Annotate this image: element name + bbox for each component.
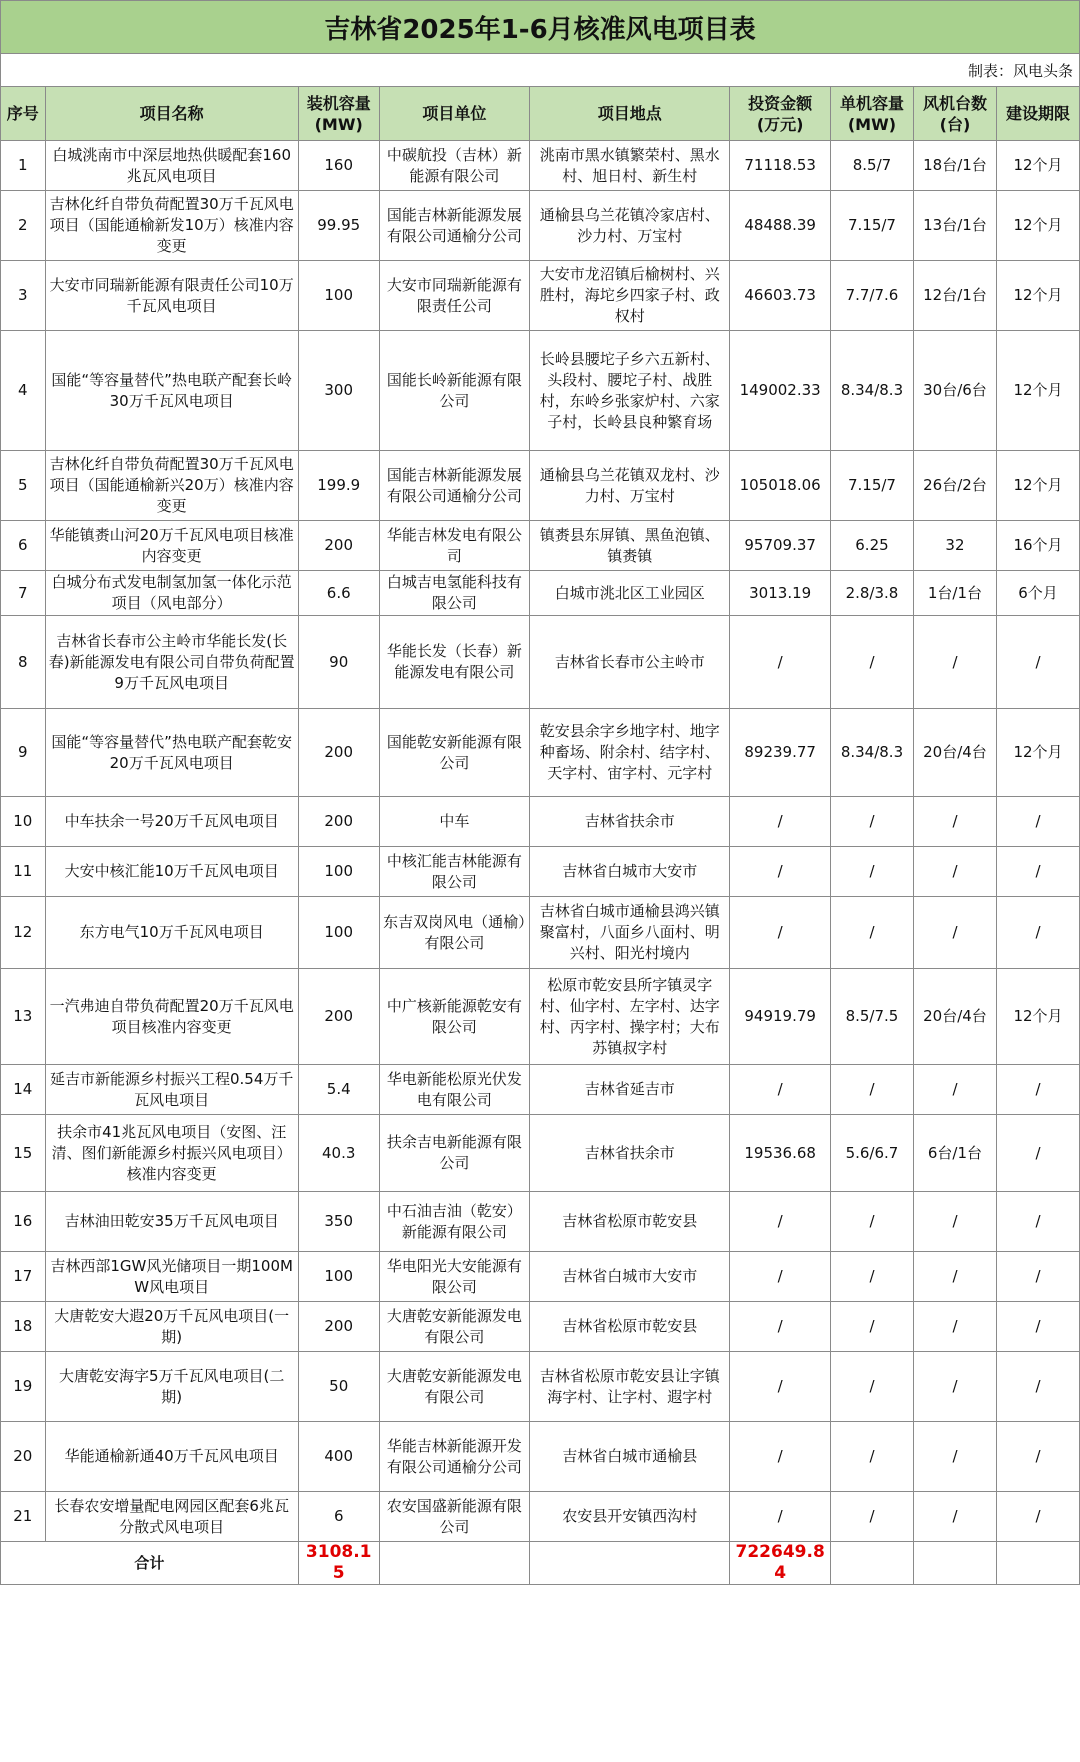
period-cell: 12个月 <box>996 331 1079 451</box>
turbine-count-cell: / <box>913 1302 996 1352</box>
project-unit-cell: 中车 <box>379 797 529 847</box>
period-cell: / <box>996 797 1079 847</box>
project-name-cell: 白城洮南市中深层地热供暖配套160兆瓦风电项目 <box>45 141 298 191</box>
project-name-cell: 东方电气10万千瓦风电项目 <box>45 897 298 969</box>
row-number-cell: 20 <box>1 1422 46 1492</box>
period-cell: 12个月 <box>996 191 1079 261</box>
project-unit-cell: 白城吉电氢能科技有限公司 <box>379 571 529 616</box>
period-cell: 6个月 <box>996 571 1079 616</box>
location-cell: 吉林省扶余市 <box>530 797 730 847</box>
row-number-cell: 5 <box>1 451 46 521</box>
row-number-cell: 4 <box>1 331 46 451</box>
location-cell: 通榆县乌兰花镇冷家店村、沙力村、万宝村 <box>530 191 730 261</box>
row-number-cell: 15 <box>1 1115 46 1192</box>
single-capacity-cell: 7.15/7 <box>830 191 913 261</box>
project-unit-cell: 东吉双岗风电（通榆）有限公司 <box>379 897 529 969</box>
header-unit: 项目单位 <box>379 87 529 141</box>
row-number-cell: 8 <box>1 616 46 709</box>
single-capacity-cell: / <box>830 1252 913 1302</box>
table-row <box>1 571 1080 616</box>
capacity-cell: 90 <box>298 616 379 709</box>
investment-cell: / <box>730 1492 831 1542</box>
investment-cell: 149002.33 <box>730 331 831 451</box>
investment-cell: 89239.77 <box>730 709 831 797</box>
period-cell: / <box>996 616 1079 709</box>
table-row <box>1 521 1080 571</box>
project-name-cell: 吉林化纤自带负荷配置30万千瓦风电项目（国能通榆新兴20万）核准内容变更 <box>45 451 298 521</box>
table-row <box>1 141 1080 191</box>
project-name-cell: 华能镇赉山河20万千瓦风电项目核准内容变更 <box>45 521 298 571</box>
total-capacity: 3108.15 <box>298 1542 379 1585</box>
investment-cell: / <box>730 1422 831 1492</box>
table-row <box>1 1422 1080 1492</box>
period-cell: / <box>996 1065 1079 1115</box>
header-single-capacity: 单机容量 (MW) <box>830 87 913 141</box>
row-number-cell: 1 <box>1 141 46 191</box>
investment-cell: 95709.37 <box>730 521 831 571</box>
capacity-cell: 199.9 <box>298 451 379 521</box>
table-row <box>1 969 1080 1065</box>
project-unit-cell: 华电阳光大安能源有限公司 <box>379 1252 529 1302</box>
project-name-cell: 扶余市41兆瓦风电项目（安图、汪清、图们新能源乡村振兴风电项目）核准内容变更 <box>45 1115 298 1192</box>
project-name-cell: 吉林化纤自带负荷配置30万千瓦风电项目（国能通榆新发10万）核准内容变更 <box>45 191 298 261</box>
capacity-cell: 100 <box>298 261 379 331</box>
table-row <box>1 1115 1080 1192</box>
location-cell: 吉林省白城市大安市 <box>530 1252 730 1302</box>
investment-cell: / <box>730 1252 831 1302</box>
period-cell: / <box>996 847 1079 897</box>
turbine-count-cell: 6台/1台 <box>913 1115 996 1192</box>
table-row <box>1 451 1080 521</box>
single-capacity-cell: / <box>830 1422 913 1492</box>
row-number-cell: 6 <box>1 521 46 571</box>
project-name-cell: 吉林省长春市公主岭市华能长发(长春)新能源发电有限公司自带负荷配置9万千瓦风电项目 <box>45 616 298 709</box>
single-capacity-cell: / <box>830 1065 913 1115</box>
turbine-count-cell: / <box>913 1252 996 1302</box>
header-investment: 投资金额 (万元) <box>730 87 831 141</box>
project-unit-cell: 中核汇能吉林能源有限公司 <box>379 847 529 897</box>
turbine-count-cell: 30台/6台 <box>913 331 996 451</box>
capacity-cell: 6.6 <box>298 571 379 616</box>
investment-cell: 105018.06 <box>730 451 831 521</box>
location-cell: 松原市乾安县所字镇灵字村、仙字村、左字村、达字村、丙字村、操字村；大布苏镇叔字村 <box>530 969 730 1065</box>
row-number-cell: 10 <box>1 797 46 847</box>
turbine-count-cell: 12台/1台 <box>913 261 996 331</box>
period-cell: 12个月 <box>996 261 1079 331</box>
row-number-cell: 17 <box>1 1252 46 1302</box>
single-capacity-cell: 5.6/6.7 <box>830 1115 913 1192</box>
single-capacity-cell: 8.5/7.5 <box>830 969 913 1065</box>
single-capacity-cell: 8.34/8.3 <box>830 331 913 451</box>
credit-text: 制表：风电头条 <box>967 61 1073 80</box>
location-cell: 吉林省白城市通榆县 <box>530 1422 730 1492</box>
row-number-cell: 21 <box>1 1492 46 1542</box>
row-number-cell: 7 <box>1 571 46 616</box>
period-cell: / <box>996 1192 1079 1252</box>
total-empty-cell <box>996 1542 1079 1585</box>
turbine-count-cell: / <box>913 1422 996 1492</box>
single-capacity-cell: 2.8/3.8 <box>830 571 913 616</box>
row-number-cell: 11 <box>1 847 46 897</box>
capacity-cell: 200 <box>298 797 379 847</box>
project-unit-cell: 农安国盛新能源有限公司 <box>379 1492 529 1542</box>
period-cell: 12个月 <box>996 969 1079 1065</box>
investment-cell: / <box>730 1302 831 1352</box>
row-number-cell: 9 <box>1 709 46 797</box>
capacity-cell: 400 <box>298 1422 379 1492</box>
single-capacity-cell: / <box>830 616 913 709</box>
single-capacity-cell: 6.25 <box>830 521 913 571</box>
single-capacity-cell: / <box>830 797 913 847</box>
period-cell: / <box>996 1422 1079 1492</box>
capacity-cell: 5.4 <box>298 1065 379 1115</box>
turbine-count-cell: 26台/2台 <box>913 451 996 521</box>
period-cell: / <box>996 1115 1079 1192</box>
header-name: 项目名称 <box>45 87 298 141</box>
table-row <box>1 847 1080 897</box>
projects-table <box>0 86 1080 1585</box>
investment-cell: / <box>730 1065 831 1115</box>
turbine-count-cell: 13台/1台 <box>913 191 996 261</box>
location-cell: 吉林省松原市乾安县 <box>530 1192 730 1252</box>
period-cell: 12个月 <box>996 451 1079 521</box>
turbine-count-cell: / <box>913 616 996 709</box>
project-unit-cell: 国能吉林新能源发展有限公司通榆分公司 <box>379 191 529 261</box>
investment-cell: / <box>730 1192 831 1252</box>
header-row <box>1 87 1080 141</box>
row-number-cell: 19 <box>1 1352 46 1422</box>
row-number-cell: 12 <box>1 897 46 969</box>
period-cell: / <box>996 1252 1079 1302</box>
single-capacity-cell: / <box>830 1192 913 1252</box>
location-cell: 吉林省白城市大安市 <box>530 847 730 897</box>
investment-cell: / <box>730 616 831 709</box>
project-unit-cell: 国能长岭新能源有限公司 <box>379 331 529 451</box>
total-row <box>1 1542 1080 1585</box>
turbine-count-cell: / <box>913 847 996 897</box>
turbine-count-cell: / <box>913 897 996 969</box>
project-unit-cell: 华能吉林发电有限公司 <box>379 521 529 571</box>
capacity-cell: 100 <box>298 1252 379 1302</box>
header-location: 项目地点 <box>530 87 730 141</box>
turbine-count-cell: 1台/1台 <box>913 571 996 616</box>
header-period: 建设期限 <box>996 87 1079 141</box>
total-investment: 722649.84 <box>730 1542 831 1585</box>
project-unit-cell: 华能长发（长春）新能源发电有限公司 <box>379 616 529 709</box>
investment-cell: / <box>730 897 831 969</box>
period-cell: / <box>996 1492 1079 1542</box>
investment-cell: 46603.73 <box>730 261 831 331</box>
project-unit-cell: 大安市同瑞新能源有限责任公司 <box>379 261 529 331</box>
table-title: 吉林省2025年1-6月核准风电项目表 <box>0 0 1080 54</box>
investment-cell: 3013.19 <box>730 571 831 616</box>
turbine-count-cell: / <box>913 797 996 847</box>
period-cell: 12个月 <box>996 141 1079 191</box>
single-capacity-cell: / <box>830 1492 913 1542</box>
row-number-cell: 14 <box>1 1065 46 1115</box>
header-capacity: 装机容量 (MW) <box>298 87 379 141</box>
project-unit-cell: 华能吉林新能源开发有限公司通榆分公司 <box>379 1422 529 1492</box>
project-unit-cell: 扶余吉电新能源有限公司 <box>379 1115 529 1192</box>
project-name-cell: 国能“等容量替代”热电联产配套乾安20万千瓦风电项目 <box>45 709 298 797</box>
investment-cell: 94919.79 <box>730 969 831 1065</box>
capacity-cell: 200 <box>298 969 379 1065</box>
project-unit-cell: 大唐乾安新能源发电有限公司 <box>379 1302 529 1352</box>
turbine-count-cell: / <box>913 1492 996 1542</box>
location-cell: 白城市洮北区工业园区 <box>530 571 730 616</box>
turbine-count-cell: 20台/4台 <box>913 969 996 1065</box>
turbine-count-cell: / <box>913 1065 996 1115</box>
table-row <box>1 1352 1080 1422</box>
capacity-cell: 300 <box>298 331 379 451</box>
capacity-cell: 40.3 <box>298 1115 379 1192</box>
location-cell: 农安县开安镇西沟村 <box>530 1492 730 1542</box>
turbine-count-cell: / <box>913 1192 996 1252</box>
table-row <box>1 1302 1080 1352</box>
project-unit-cell: 中碳航投（吉林）新能源有限公司 <box>379 141 529 191</box>
project-name-cell: 华能通榆新通40万千瓦风电项目 <box>45 1422 298 1492</box>
table-body <box>1 141 1080 1542</box>
location-cell: 吉林省延吉市 <box>530 1065 730 1115</box>
table-row <box>1 331 1080 451</box>
capacity-cell: 350 <box>298 1192 379 1252</box>
credit-line <box>0 54 1080 86</box>
location-cell: 吉林省长春市公主岭市 <box>530 616 730 709</box>
capacity-cell: 100 <box>298 897 379 969</box>
project-name-cell: 中车扶余一号20万千瓦风电项目 <box>45 797 298 847</box>
project-unit-cell: 国能乾安新能源有限公司 <box>379 709 529 797</box>
row-number-cell: 2 <box>1 191 46 261</box>
table-row <box>1 1192 1080 1252</box>
capacity-cell: 100 <box>298 847 379 897</box>
table-row <box>1 261 1080 331</box>
total-label: 合计 <box>1 1542 299 1585</box>
header-turbine-count: 风机台数 (台) <box>913 87 996 141</box>
investment-cell: / <box>730 1352 831 1422</box>
single-capacity-cell: 7.15/7 <box>830 451 913 521</box>
location-cell: 洮南市黑水镇繁荣村、黑水村、旭日村、新生村 <box>530 141 730 191</box>
investment-cell: / <box>730 797 831 847</box>
single-capacity-cell: 8.34/8.3 <box>830 709 913 797</box>
project-name-cell: 大安中核汇能10万千瓦风电项目 <box>45 847 298 897</box>
table-row <box>1 897 1080 969</box>
row-number-cell: 13 <box>1 969 46 1065</box>
project-unit-cell: 中石油吉油（乾安）新能源有限公司 <box>379 1192 529 1252</box>
total-empty-cell <box>913 1542 996 1585</box>
single-capacity-cell: / <box>830 1302 913 1352</box>
project-name-cell: 大唐乾安海字5万千瓦风电项目(二期) <box>45 1352 298 1422</box>
turbine-count-cell: 20台/4台 <box>913 709 996 797</box>
investment-cell: 71118.53 <box>730 141 831 191</box>
location-cell: 大安市龙沼镇后榆树村、兴胜村，海坨乡四家子村、政权村 <box>530 261 730 331</box>
project-name-cell: 大唐乾安大遐20万千瓦风电项目(一期) <box>45 1302 298 1352</box>
period-cell: / <box>996 1302 1079 1352</box>
location-cell: 吉林省扶余市 <box>530 1115 730 1192</box>
location-cell: 乾安县余字乡地字村、地字种畜场、附余村、结字村、天字村、宙字村、元字村 <box>530 709 730 797</box>
project-name-cell: 吉林油田乾安35万千瓦风电项目 <box>45 1192 298 1252</box>
capacity-cell: 200 <box>298 709 379 797</box>
project-name-cell: 延吉市新能源乡村振兴工程0.54万千瓦风电项目 <box>45 1065 298 1115</box>
turbine-count-cell: 18台/1台 <box>913 141 996 191</box>
turbine-count-cell: 32 <box>913 521 996 571</box>
project-unit-cell: 国能吉林新能源发展有限公司通榆分公司 <box>379 451 529 521</box>
row-number-cell: 18 <box>1 1302 46 1352</box>
header-no: 序号 <box>1 87 46 141</box>
table-row <box>1 1492 1080 1542</box>
project-name-cell: 国能“等容量替代”热电联产配套长岭30万千瓦风电项目 <box>45 331 298 451</box>
location-cell: 镇赉县东屏镇、黑鱼泡镇、镇赉镇 <box>530 521 730 571</box>
project-name-cell: 大安市同瑞新能源有限责任公司10万千瓦风电项目 <box>45 261 298 331</box>
project-name-cell: 吉林西部1GW风光储项目一期100MW风电项目 <box>45 1252 298 1302</box>
single-capacity-cell: / <box>830 847 913 897</box>
table-row <box>1 191 1080 261</box>
project-unit-cell: 华电新能松原光伏发电有限公司 <box>379 1065 529 1115</box>
location-cell: 通榆县乌兰花镇双龙村、沙力村、万宝村 <box>530 451 730 521</box>
location-cell: 长岭县腰坨子乡六五新村、头段村、腰坨子村、战胜村，东岭乡张家炉村、六家子村，长岭县良种繁育场 <box>530 331 730 451</box>
row-number-cell: 16 <box>1 1192 46 1252</box>
period-cell: / <box>996 897 1079 969</box>
table-row <box>1 1252 1080 1302</box>
single-capacity-cell: 8.5/7 <box>830 141 913 191</box>
period-cell: / <box>996 1352 1079 1422</box>
period-cell: 12个月 <box>996 709 1079 797</box>
single-capacity-cell: / <box>830 897 913 969</box>
turbine-count-cell: / <box>913 1352 996 1422</box>
investment-cell: 19536.68 <box>730 1115 831 1192</box>
investment-cell: 48488.39 <box>730 191 831 261</box>
single-capacity-cell: / <box>830 1352 913 1422</box>
capacity-cell: 200 <box>298 1302 379 1352</box>
location-cell: 吉林省松原市乾安县让字镇海字村、让字村、遐字村 <box>530 1352 730 1422</box>
table-row <box>1 709 1080 797</box>
table-row <box>1 1065 1080 1115</box>
table-row <box>1 616 1080 709</box>
project-name-cell: 长春农安增量配电网园区配套6兆瓦分散式风电项目 <box>45 1492 298 1542</box>
single-capacity-cell: 7.7/7.6 <box>830 261 913 331</box>
table-row <box>1 797 1080 847</box>
location-cell: 吉林省松原市乾安县 <box>530 1302 730 1352</box>
investment-cell: / <box>730 847 831 897</box>
project-name-cell: 一汽弗迪自带负荷配置20万千瓦风电项目核准内容变更 <box>45 969 298 1065</box>
capacity-cell: 50 <box>298 1352 379 1422</box>
project-unit-cell: 大唐乾安新能源发电有限公司 <box>379 1352 529 1422</box>
row-number-cell: 3 <box>1 261 46 331</box>
capacity-cell: 160 <box>298 141 379 191</box>
capacity-cell: 99.95 <box>298 191 379 261</box>
project-unit-cell: 中广核新能源乾安有限公司 <box>379 969 529 1065</box>
total-empty-cell <box>379 1542 529 1585</box>
total-empty-cell <box>530 1542 730 1585</box>
period-cell: 16个月 <box>996 521 1079 571</box>
location-cell: 吉林省白城市通榆县鸿兴镇聚富村，八面乡八面村、明兴村、阳光村境内 <box>530 897 730 969</box>
capacity-cell: 6 <box>298 1492 379 1542</box>
project-name-cell: 白城分布式发电制氢加氢一体化示范项目（风电部分） <box>45 571 298 616</box>
capacity-cell: 200 <box>298 521 379 571</box>
total-empty-cell <box>830 1542 913 1585</box>
